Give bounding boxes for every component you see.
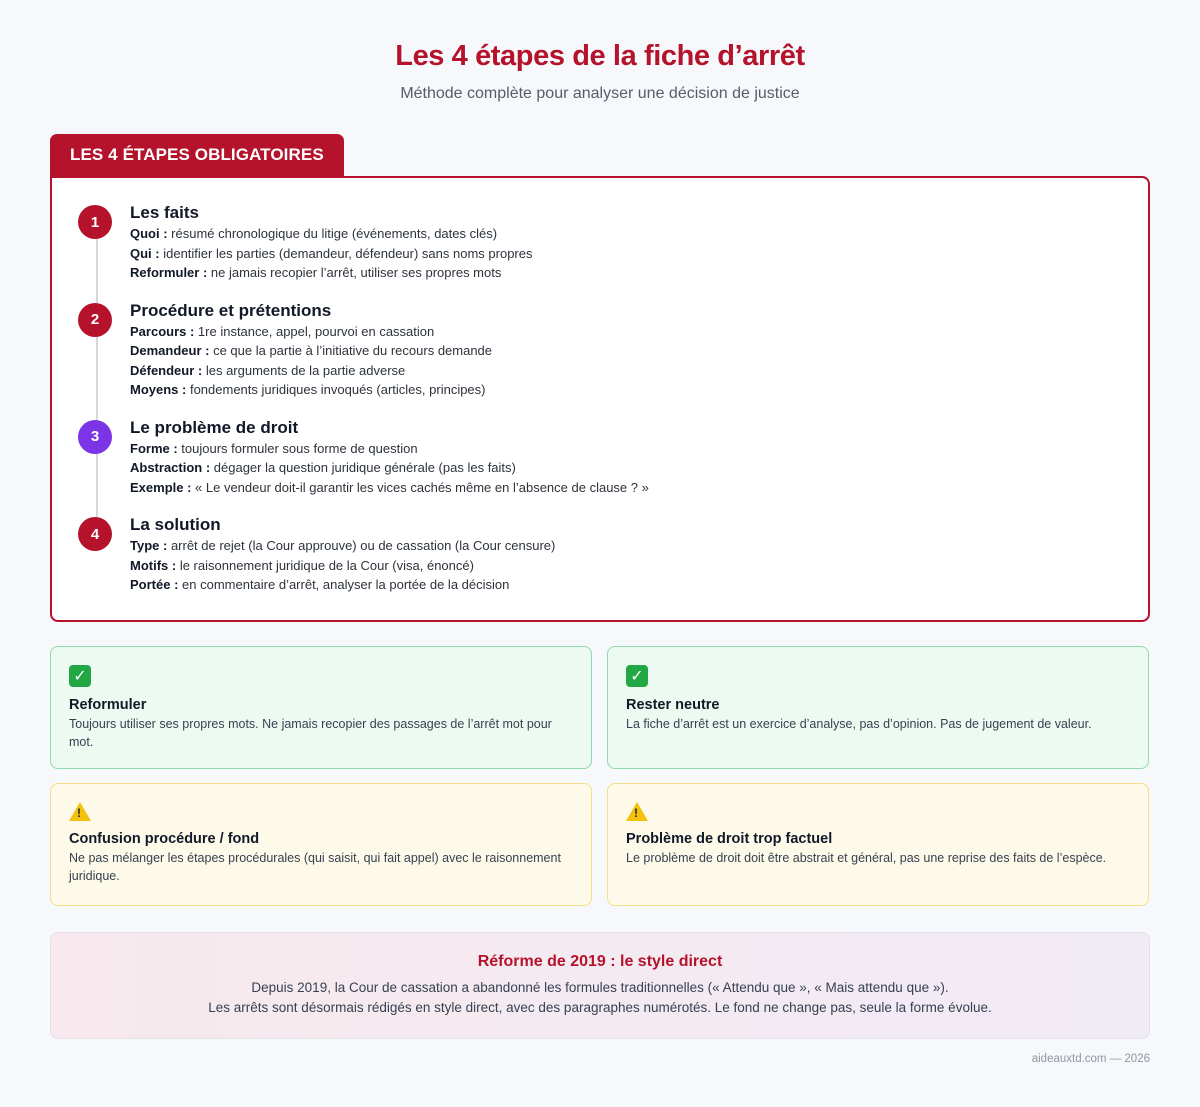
tip-title: Reformuler [69, 697, 147, 713]
step-line [130, 536, 555, 556]
step-line [130, 439, 649, 459]
tip-card-rester-neutre [607, 646, 1149, 769]
warning-card-confusion [50, 783, 592, 906]
step-body [130, 514, 555, 595]
step-line [130, 322, 492, 342]
step-line-text: « Le vendeur doit-il garantir les vices cachés même en l’absence de clause ? » [191, 479, 649, 495]
warning-card-trop-factuel [607, 783, 1149, 906]
step-line-label: Défendeur : [130, 362, 203, 378]
step-line-label: Forme : [130, 440, 178, 456]
tip-title: Rester neutre [626, 697, 720, 713]
step-line-label: Motifs : [130, 557, 177, 573]
step-body [130, 300, 492, 400]
reform-line-2: Les arrêts sont désormais rédigés en style direct, avec des paragraphes numérotés. Le fond ne change pas, seule la forme évolue. [208, 999, 992, 1015]
page-subtitle: Méthode complète pour analyser une décision de justice [400, 85, 800, 102]
reform-title: Réforme de 2019 : le style direct [477, 953, 723, 970]
step-line-text: toujours formuler sous forme de question [177, 440, 418, 456]
page-title: Les 4 étapes de la fiche d’arrêt [395, 40, 805, 72]
tip-text: La fiche d’arrêt est un exercice d’analyse, pas d’opinion. Pas de jugement de valeur. [626, 717, 1092, 731]
step-2 [78, 300, 1148, 400]
reform-line-1: Depuis 2019, la Cour de cassation a abandonné les formules traditionnelles (« Attendu que », « Mais attendu que »). [251, 980, 949, 995]
step-line-label: Exemple : [130, 479, 192, 495]
step-3 [78, 417, 1148, 498]
step-line-label: Portée : [130, 577, 179, 592]
tip-card-reformuler [50, 646, 592, 769]
step-line-text: le raisonnement juridique de la Cour (visa, énoncé) [176, 557, 474, 573]
reform-callout [50, 932, 1150, 1039]
warnings-row [50, 783, 1150, 906]
check-icon: ✓ [69, 665, 91, 687]
step-line [130, 380, 492, 400]
step-line-label: Abstraction : [130, 460, 211, 475]
steps-box [50, 176, 1150, 622]
step-line [130, 263, 532, 283]
footer-credit: aideauxtd.com — 2026 [1031, 1053, 1150, 1065]
step-line-label: Parcours : [130, 323, 195, 339]
step-line [130, 341, 492, 361]
steps-tab-label: LES 4 ÉTAPES OBLIGATOIRES [50, 134, 344, 176]
warning-title: Problème de droit trop factuel [626, 831, 833, 847]
step-line [130, 575, 555, 595]
step-number-badge: 1 [78, 205, 112, 239]
step-line-label: Reformuler : [130, 265, 208, 280]
warning-text: Le problème de droit doit être abstrait et général, pas une reprise des faits de l’espèce. [626, 851, 1107, 865]
step-title: Procédure et prétentions [130, 300, 332, 320]
step-line [130, 556, 555, 576]
step-title: Les faits [130, 203, 199, 222]
header [0, 0, 1200, 103]
step-number-badge: 2 [78, 303, 112, 337]
step-line [130, 478, 649, 498]
step-line-text: 1re instance, appel, pourvoi en cassation [194, 323, 435, 339]
check-icon: ✓ [626, 665, 648, 687]
step-line-text: arrêt de rejet (la Cour approuve) ou de cassation (la Cour censure) [167, 538, 556, 553]
warning-text: Ne pas mélanger les étapes procédurales (qui saisit, qui fait appel) avec le raisonnement juridique. [69, 851, 561, 883]
tip-text: Toujours utiliser ses propres mots. Ne jamais recopier des passages de l’arrêt mot pour mot. [69, 717, 552, 749]
step-line-text: identifier les parties (demandeur, défendeur) sans noms propres [159, 245, 533, 261]
step-line-label: Qui : [130, 245, 160, 261]
step-line-label: Moyens : [130, 382, 187, 397]
step-title: Le problème de droit [130, 417, 299, 437]
step-number-badge: 3 [78, 420, 112, 454]
step-4 [78, 514, 1148, 595]
step-line-text: les arguments de la partie adverse [202, 362, 406, 378]
step-title: La solution [130, 515, 221, 534]
step-number-badge: 4 [78, 517, 112, 551]
step-line-text: résumé chronologique du litige (événements, dates clés) [167, 226, 498, 241]
warning-icon: ! [626, 802, 648, 821]
step-line-text: ne jamais recopier l’arrêt, utiliser ses propres mots [207, 265, 502, 280]
step-body [130, 417, 649, 498]
step-body [130, 202, 532, 283]
step-line [130, 458, 649, 478]
step-line [130, 224, 532, 244]
good-practices-row [50, 646, 1150, 769]
step-line-text: fondements juridiques invoqués (articles, principes) [186, 382, 486, 397]
reform-text [51, 978, 1149, 1017]
steps-section [50, 134, 1150, 622]
step-line-text: ce que la partie à l’initiative du recours demande [209, 343, 493, 358]
warning-title: Confusion procédure / fond [69, 831, 260, 847]
step-line-label: Demandeur : [130, 343, 210, 358]
warning-icon: ! [69, 802, 91, 821]
step-line [130, 244, 532, 264]
step-line-label: Type : [130, 538, 168, 553]
step-line-text: dégager la question juridique générale (pas les faits) [210, 460, 516, 475]
step-line [130, 361, 492, 381]
step-line-text: en commentaire d’arrêt, analyser la portée de la décision [178, 577, 510, 592]
step-line-label: Quoi : [130, 226, 168, 241]
step-1 [78, 202, 1148, 283]
tips-section [50, 646, 1150, 906]
